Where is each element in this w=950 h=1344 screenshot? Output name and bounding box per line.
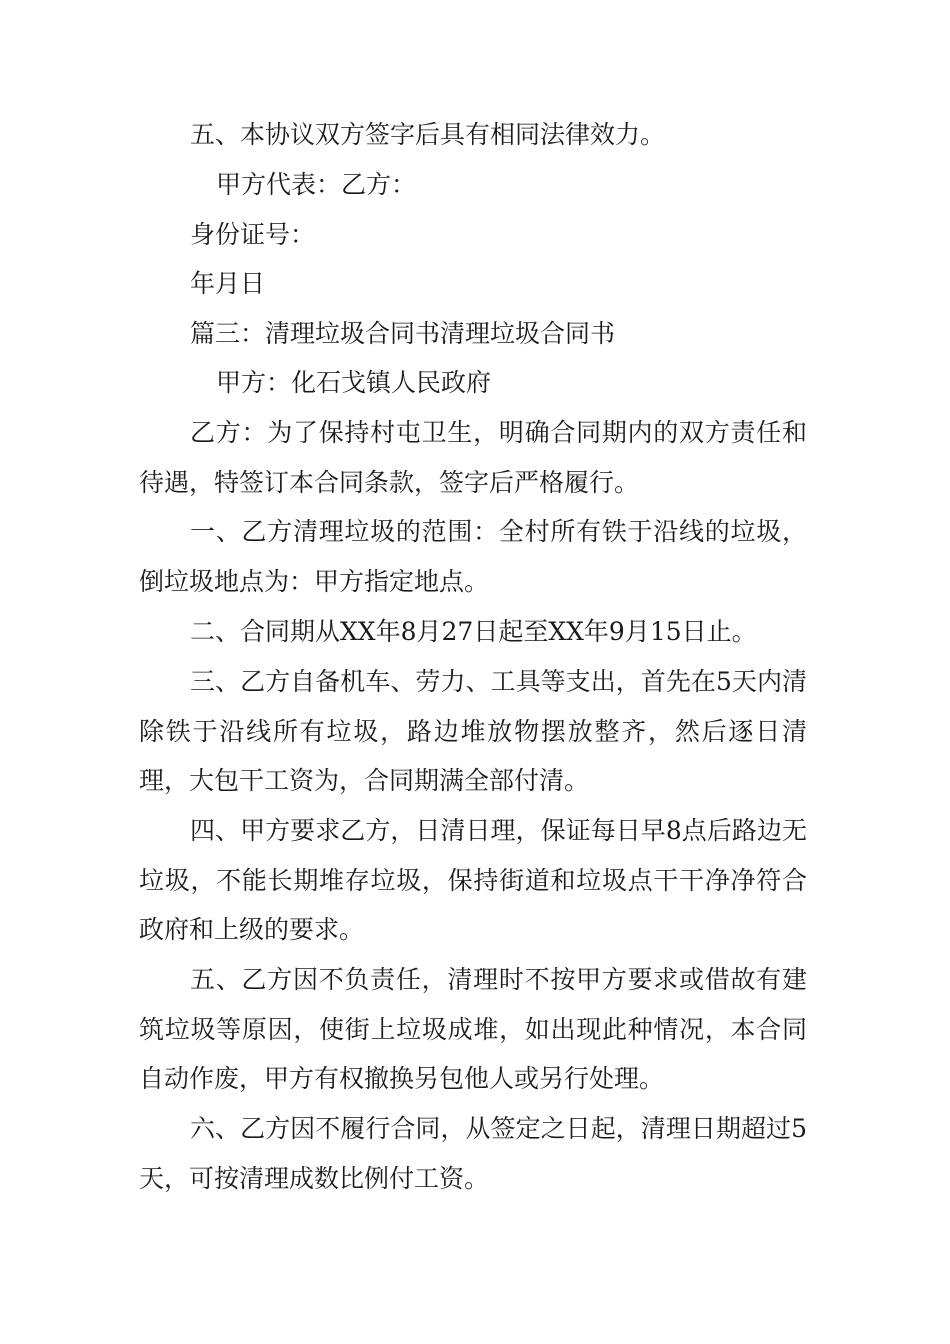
clause-3-paragraph: 三、乙方自备机车、劳力、工具等支出，首先在5天内清除铁于沿线所有垃圾，路边堆放物摆放整齐，然后逐日清理，大包干工资为，合同期满全部付清。 (139, 667, 807, 796)
clause-2-paragraph: 二、合同期从XX年8月27日起至XX年9月15日止。 (190, 617, 757, 646)
id-number-line: 身份证号： (190, 220, 316, 249)
party-a-line: 甲方：化石戈镇人民政府 (216, 368, 492, 397)
clause-1-paragraph: 一、乙方清理垃圾的范围：全村所有铁于沿线的垃圾，倒垃圾地点为：甲方指定地点。 (139, 517, 807, 596)
signature-parties-line: 甲方代表：乙方： (216, 170, 417, 199)
clause-4-paragraph: 四、甲方要求乙方，日清日理，保证每日早8点后路边无垃圾，不能长期堆存垃圾，保持街道和垃圾点干干净净符合政府和上级的要求。 (139, 816, 807, 945)
intro-paragraph: 乙方：为了保持村屯卫生，明确合同期内的双方责任和待遇，特签订本合同条款，签字后严格履行。 (139, 418, 807, 497)
clause-5-paragraph: 五、乙方因不负责任，清理时不按甲方要求或借故有建筑垃圾等原因，使街上垃圾成堆，如出现此种情况，本合同自动作废，甲方有权撤换另包他人或另行处理。 (139, 965, 807, 1094)
date-line: 年月日 (190, 269, 266, 298)
section-title: 篇三：清理垃圾合同书清理垃圾合同书 (190, 319, 616, 348)
clause-6-paragraph: 六、乙方因不履行合同，从签定之日起，清理日期超过5天，可按清理成数比例付工资。 (139, 1114, 807, 1193)
clause-5-effect-line: 五、本协议双方签字后具有相同法律效力。 (190, 120, 666, 149)
